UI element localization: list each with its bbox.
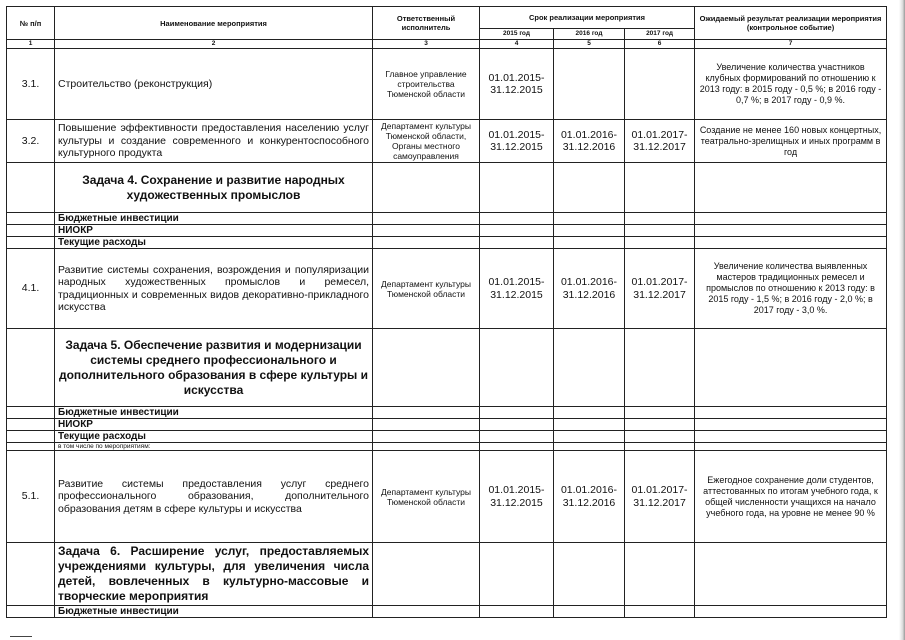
- index-cell: 4: [480, 40, 554, 49]
- period-2015: 01.01.2015-31.12.2015: [480, 451, 554, 543]
- scan-edge-shadow: [899, 0, 905, 640]
- task-row: [7, 543, 887, 606]
- period-2015: 01.01.2015-31.12.2015: [480, 49, 554, 120]
- activity-executor: Департамент культуры Тюменской области, Органы местного самоуправления: [373, 120, 480, 163]
- current-expenses-label: Текущие расходы: [55, 237, 373, 249]
- niokr-label: НИОКР: [55, 419, 373, 431]
- subtotal-row: [7, 431, 887, 443]
- niokr-label: НИОКР: [55, 225, 373, 237]
- header-year-2016: 2016 год: [554, 29, 625, 40]
- header-year-2015: 2015 год: [480, 29, 554, 40]
- task-row: [7, 329, 887, 407]
- current-expenses-label: Текущие расходы: [55, 431, 373, 443]
- subtotal-row: [7, 443, 887, 451]
- header-year-2017: 2017 год: [625, 29, 695, 40]
- period-2015: 01.01.2015-31.12.2015: [480, 120, 554, 163]
- row-number: 4.1.: [7, 249, 55, 329]
- header-executor: Ответственный исполнитель: [373, 7, 480, 40]
- subtotal-row: [7, 407, 887, 419]
- activity-name: Развитие системы предоставления услуг среднего профессионального образования, дополнительного образования детям в сфере культуры и искусства: [55, 451, 373, 543]
- budget-investments-label: Бюджетные инвестиции: [55, 407, 373, 419]
- period-2017: 01.01.2017-31.12.2017: [625, 451, 695, 543]
- header-index-row: [7, 40, 887, 49]
- activity-name: Развитие системы сохранения, возрождения и популяризации народных художественных промыслов и ремесел, традиционных и современных видов декоративно-прикладного искусства: [55, 249, 373, 329]
- scan-mark: [10, 636, 32, 637]
- period-2015: 01.01.2015-31.12.2015: [480, 249, 554, 329]
- period-2016: 01.01.2016-31.12.2016: [554, 249, 625, 329]
- header-result: Ожидаемый результат реализации мероприятия (контрольное событие): [695, 7, 887, 40]
- task-row: [7, 163, 887, 213]
- row-number: 3.2.: [7, 120, 55, 163]
- activities-table: [6, 6, 887, 618]
- header-period: Срок реализации мероприятия: [480, 7, 695, 29]
- index-cell: 3: [373, 40, 480, 49]
- period-2016: 01.01.2016-31.12.2016: [554, 120, 625, 163]
- row-number: 3.1.: [7, 49, 55, 120]
- expected-result: Ежегодное сохранение доли студентов, аттестованных по итогам учебного года, к общей численности учащихся на начало учебного года, на уровне не менее 90 %: [695, 451, 887, 543]
- period-2017: 01.01.2017-31.12.2017: [625, 249, 695, 329]
- index-cell: 2: [55, 40, 373, 49]
- index-cell: 7: [695, 40, 887, 49]
- period-2017: 01.01.2017-31.12.2017: [625, 120, 695, 163]
- table-row: [7, 249, 887, 329]
- subtotal-row: [7, 225, 887, 237]
- activity-executor: Департамент культуры Тюменской области: [373, 451, 480, 543]
- subtotal-row: [7, 237, 887, 249]
- period-2016: [554, 49, 625, 120]
- document-sheet: [6, 6, 886, 618]
- header-num: № п/п: [7, 7, 55, 40]
- period-2016: 01.01.2016-31.12.2016: [554, 451, 625, 543]
- activity-name: Строительство (реконструкция): [55, 49, 373, 120]
- activity-name: Повышение эффективности предоставления населению услуг культуры и создание современного и конкурентоспособного культурного продукта: [55, 120, 373, 163]
- index-cell: 6: [625, 40, 695, 49]
- index-cell: 1: [7, 40, 55, 49]
- task-title: Задача 6. Расширение услуг, предоставляемых учреждениями культуры, для увеличения числа детей, вовлеченных в культурно-массовые и творческие мероприятия: [55, 543, 373, 606]
- table-row: [7, 49, 887, 120]
- activity-executor: Главное управление строительства Тюменской области: [373, 49, 480, 120]
- header-name: Наименование мероприятия: [55, 7, 373, 40]
- period-2017: [625, 49, 695, 120]
- budget-investments-label: Бюджетные инвестиции: [55, 606, 373, 618]
- index-cell: 5: [554, 40, 625, 49]
- table-row: [7, 120, 887, 163]
- expected-result: Создание не менее 160 новых концертных, театрально-зрелищных и иных программ в год: [695, 120, 887, 163]
- subtotal-row: [7, 213, 887, 225]
- expected-result: Увеличение количества выявленных мастеров традиционных ремесел и промыслов по отношению к 2013 году: в 2015 году - 1,5 %; в 2016 году - 2,0 %; в 2017 году - 3,0 %.: [695, 249, 887, 329]
- subtotal-row: [7, 419, 887, 431]
- header-row: [7, 7, 887, 29]
- task-title: Задача 5. Обеспечение развития и модернизации системы среднего профессионального и дополнительного образования в сфере культуры и искусства: [55, 329, 373, 407]
- including-activities-label: в том числе по мероприятиям:: [55, 443, 373, 451]
- task-title: Задача 4. Сохранение и развитие народных художественных промыслов: [55, 163, 373, 213]
- expected-result: Увеличение количества участников клубных формирований по отношению к 2013 году: в 2015 году - 0,5 %; в 2016 году - 0,7 %; в 2017 году - 0,9 %.: [695, 49, 887, 120]
- subtotal-row: [7, 606, 887, 618]
- row-number: 5.1.: [7, 451, 55, 543]
- activity-executor: Департамент культуры Тюменской области: [373, 249, 480, 329]
- budget-investments-label: Бюджетные инвестиции: [55, 213, 373, 225]
- table-row: [7, 451, 887, 543]
